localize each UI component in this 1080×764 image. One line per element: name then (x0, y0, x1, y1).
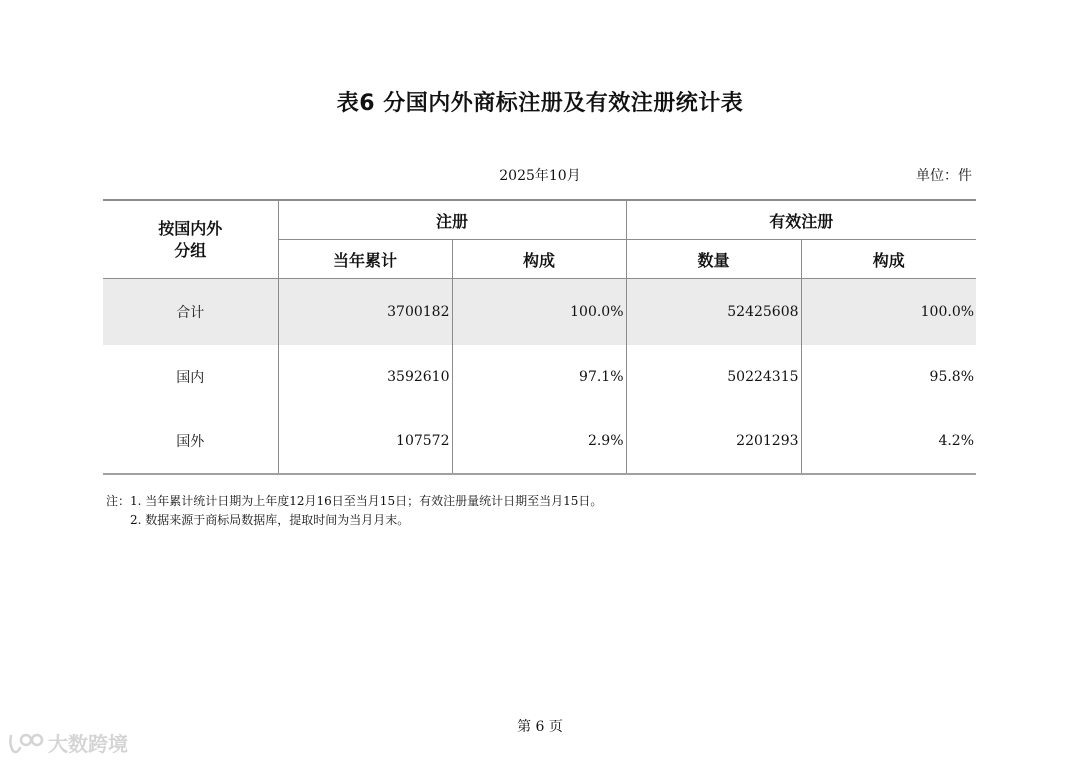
cell-value: 50224315 (626, 345, 801, 409)
column-header-share: 构成 (452, 240, 626, 279)
cell-value: 100.0% (452, 279, 626, 346)
cell-value: 4.2% (801, 409, 976, 474)
table-row (103, 279, 976, 346)
column-header-valid-share: 构成 (801, 240, 976, 279)
footnotes (106, 492, 602, 530)
stats-table (103, 199, 976, 475)
group-header-registration: 注册 (278, 200, 626, 240)
row-label: 国内 (176, 370, 205, 386)
cell-value: 100.0% (801, 279, 976, 346)
cell-value: 3700182 (278, 279, 452, 346)
group-header-valid-registration: 有效注册 (626, 200, 976, 240)
page-number: 第 6 页 (517, 719, 563, 735)
footnote-2: 2. 数据来源于商标局数据库，提取时间为当月月末。 (130, 513, 410, 527)
page-title: 表6 分国内外商标注册及有效注册统计表 (336, 91, 744, 116)
cell-value: 97.1% (452, 345, 626, 409)
cell-value: 52425608 (626, 279, 801, 346)
row-group-header-line2: 分组 (174, 240, 207, 260)
cell-value: 107572 (278, 409, 452, 474)
row-label: 国外 (103, 409, 278, 474)
row-label: 合计 (103, 279, 278, 346)
cell-value: 95.8% (801, 345, 976, 409)
watermark (8, 728, 128, 757)
watermark-text: 大数跨境 (48, 732, 128, 756)
table-row (103, 409, 976, 474)
table-row (103, 345, 976, 409)
watermark-logo-icon (8, 732, 44, 754)
footnote-1: 注：1. 当年累计统计日期为上年度12月16日至当月15日；有效注册量统计日期至当月15日。 (106, 494, 603, 508)
unit-label: 单位：件 (916, 168, 972, 184)
row-group-header (103, 200, 278, 279)
cell-value: 3592610 (278, 345, 452, 409)
column-header-ytd: 当年累计 (278, 240, 452, 279)
header-row-groups (103, 200, 976, 240)
column-header-count: 数量 (626, 240, 801, 279)
report-date: 2025年10月 (499, 168, 581, 184)
row-group-header-line1: 按国内外 (158, 218, 223, 238)
cell-value: 2201293 (626, 409, 801, 474)
cell-value: 2.9% (452, 409, 626, 474)
